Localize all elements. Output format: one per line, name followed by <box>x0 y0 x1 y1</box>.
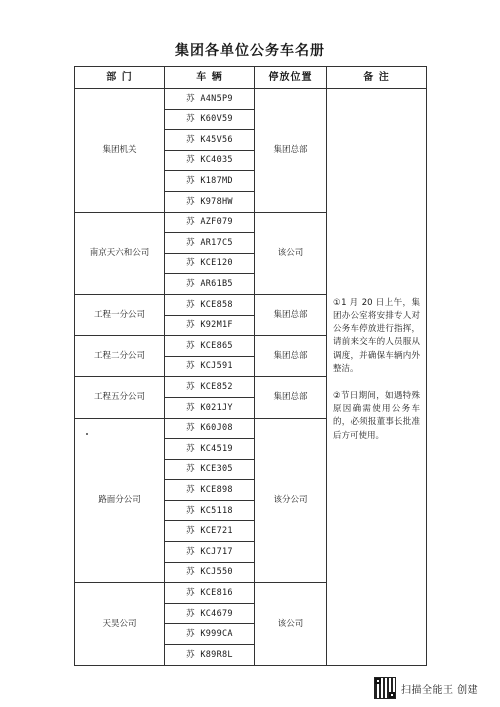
license-plate-cell: 苏 AR17C5 <box>165 233 255 254</box>
license-plate-cell: 苏 KC5118 <box>165 500 255 521</box>
license-plate-cell: 苏 K60J08 <box>165 418 255 439</box>
parking-location-cell: 集团总部 <box>255 377 327 418</box>
license-plate-cell: 苏 K187MD <box>165 171 255 192</box>
license-plate-cell: 苏 AR61B5 <box>165 274 255 295</box>
license-plate-cell: 苏 KC4035 <box>165 150 255 171</box>
license-plate-cell: 苏 KCE721 <box>165 521 255 542</box>
qr-code-icon <box>374 677 396 699</box>
license-plate-cell: 苏 KC4679 <box>165 603 255 624</box>
license-plate-cell: 苏 KCJ591 <box>165 356 255 377</box>
department-cell: 工程五分公司 <box>75 377 165 418</box>
license-plate-cell: 苏 KC4519 <box>165 439 255 460</box>
license-plate-cell: 苏 K92M1F <box>165 315 255 336</box>
scanner-watermark <box>374 676 478 700</box>
remark-paragraph: ②节日期间，如遇特殊原因确需使用公务车的，必须报董事长批准后方可使用。 <box>333 390 420 441</box>
license-plate-cell: 苏 KCE305 <box>165 459 255 480</box>
department-cell: 工程二分公司 <box>75 336 165 377</box>
department-cell: 路面分公司 <box>75 418 165 583</box>
parking-location-cell: 集团总部 <box>255 294 327 335</box>
license-plate-cell: 苏 K021JY <box>165 397 255 418</box>
license-plate-cell: 苏 KCJ550 <box>165 562 255 583</box>
remark-paragraph: ①1 月 20 日上午，集团办公室将安排专人对公务车停放进行指挥，请前来交车的人员服从调度，并确保车辆内外整洁。 <box>333 297 420 374</box>
license-plate-cell: 苏 K45V56 <box>165 130 255 151</box>
header-vehicle: 车 辆 <box>165 67 255 89</box>
table-header-row <box>75 67 427 89</box>
table-row <box>75 89 427 110</box>
department-cell: 工程一分公司 <box>75 294 165 335</box>
license-plate-cell: 苏 KCE120 <box>165 253 255 274</box>
license-plate-cell: 苏 K89R8L <box>165 645 255 666</box>
parking-location-cell: 集团总部 <box>255 89 327 213</box>
department-cell: 天昊公司 <box>75 583 165 665</box>
parking-location-cell: 该分公司 <box>255 418 327 583</box>
vehicle-roster-table <box>74 66 427 666</box>
header-remarks: 备 注 <box>327 67 427 89</box>
license-plate-cell: 苏 K999CA <box>165 624 255 645</box>
license-plate-cell: 苏 KCE816 <box>165 583 255 604</box>
license-plate-cell: 苏 A4N5P9 <box>165 89 255 110</box>
department-cell: 集团机关 <box>75 89 165 213</box>
license-plate-cell: 苏 K60V59 <box>165 109 255 130</box>
header-parking-location: 停放位置 <box>255 67 327 89</box>
license-plate-cell: 苏 KCE858 <box>165 294 255 315</box>
license-plate-cell: 苏 KCE898 <box>165 480 255 501</box>
license-plate-cell: 苏 K978HW <box>165 191 255 212</box>
table-body <box>75 89 427 666</box>
license-plate-cell: 苏 AZF079 <box>165 212 255 233</box>
document-title: 集团各单位公务车名册 <box>175 43 325 59</box>
header-department: 部 门 <box>75 67 165 89</box>
scan-speck <box>86 433 88 435</box>
remarks-cell <box>327 89 427 666</box>
license-plate-cell: 苏 KCE865 <box>165 336 255 357</box>
license-plate-cell: 苏 KCE852 <box>165 377 255 398</box>
parking-location-cell: 集团总部 <box>255 336 327 377</box>
scanner-watermark-text: 扫描全能王 创建 <box>401 684 479 696</box>
parking-location-cell: 该公司 <box>255 212 327 294</box>
parking-location-cell: 该公司 <box>255 583 327 665</box>
department-cell: 南京天六和公司 <box>75 212 165 294</box>
license-plate-cell: 苏 KCJ717 <box>165 542 255 563</box>
